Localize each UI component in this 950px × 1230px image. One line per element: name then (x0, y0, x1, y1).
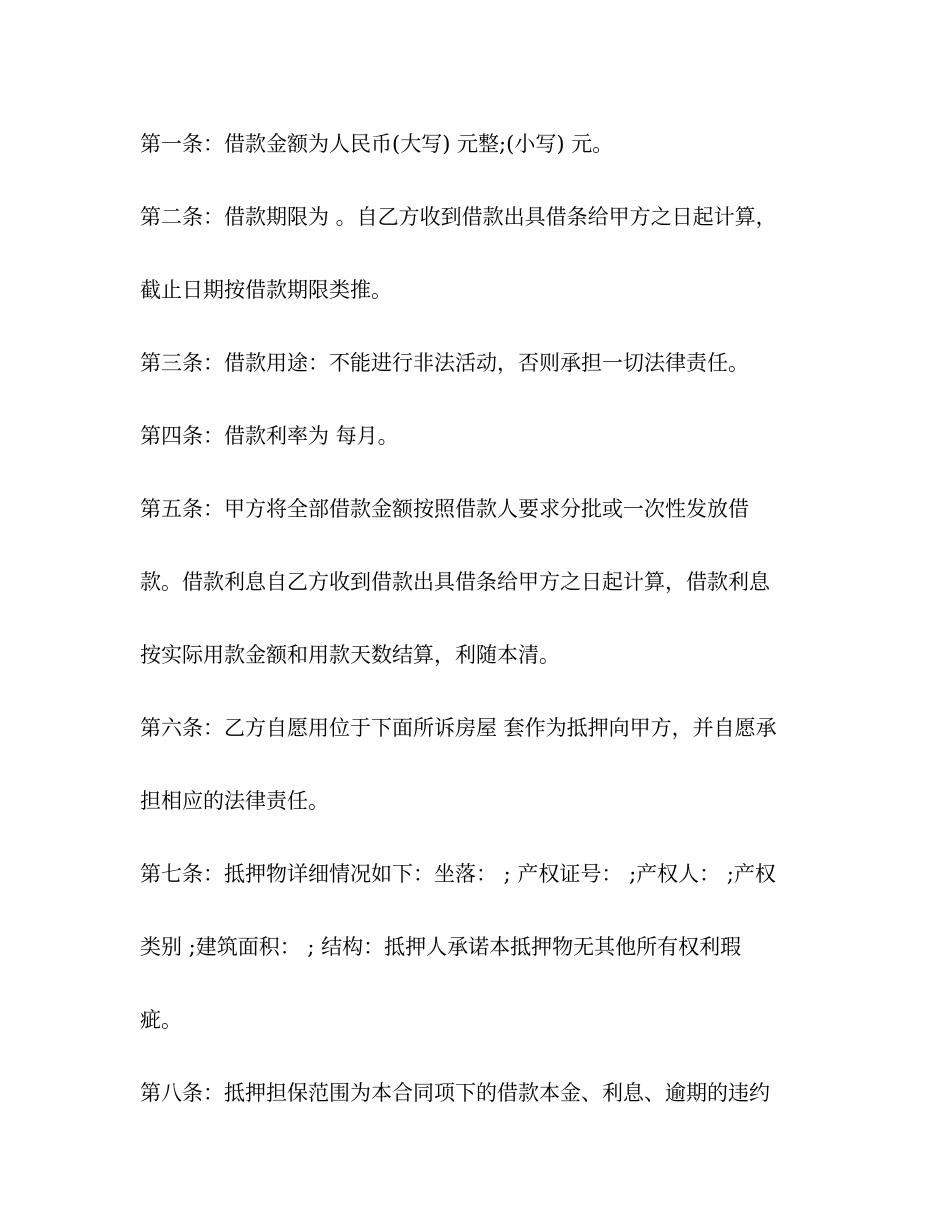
text-line: 第六条：乙方自愿用位于下面所诉房屋 套作为抵押向甲方，并自愿承 (140, 716, 777, 740)
text-line: 第二条：借款期限为 。自乙方收到借款出具借条给甲方之日起计算， (140, 205, 777, 229)
text-line: 第三条：借款用途：不能进行非法活动，否则承担一切法律责任。 (140, 351, 749, 375)
text-line: 款。借款利息自乙方收到借款出具借条给甲方之日起计算，借款利息 (140, 570, 770, 594)
text-line: 截止日期按借款期限类推。 (140, 278, 392, 302)
text-line: 疵。 (140, 1008, 182, 1032)
text-line: 第七条：抵押物详细情况如下：坐落： ; 产权证号： ;产权人： ;产权 (140, 862, 776, 886)
text-line: 类别 ;建筑面积： ; 结构：抵押人承诺本抵押物无其他所有权利瑕 (140, 935, 742, 959)
text-line: 第五条：甲方将全部借款金额按照借款人要求分批或一次性发放借 (140, 497, 749, 521)
text-line: 担相应的法律责任。 (140, 789, 329, 813)
text-line: 按实际用款金额和用款天数结算，利随本清。 (140, 643, 560, 667)
text-line: 第八条：抵押担保范围为本合同项下的借款本金、利息、逾期的违约 (140, 1081, 770, 1105)
text-line: 第四条：借款利率为 每月。 (140, 424, 399, 448)
text-line: 第一条：借款金额为人民币(大写) 元整;(小写) 元。 (140, 132, 614, 156)
